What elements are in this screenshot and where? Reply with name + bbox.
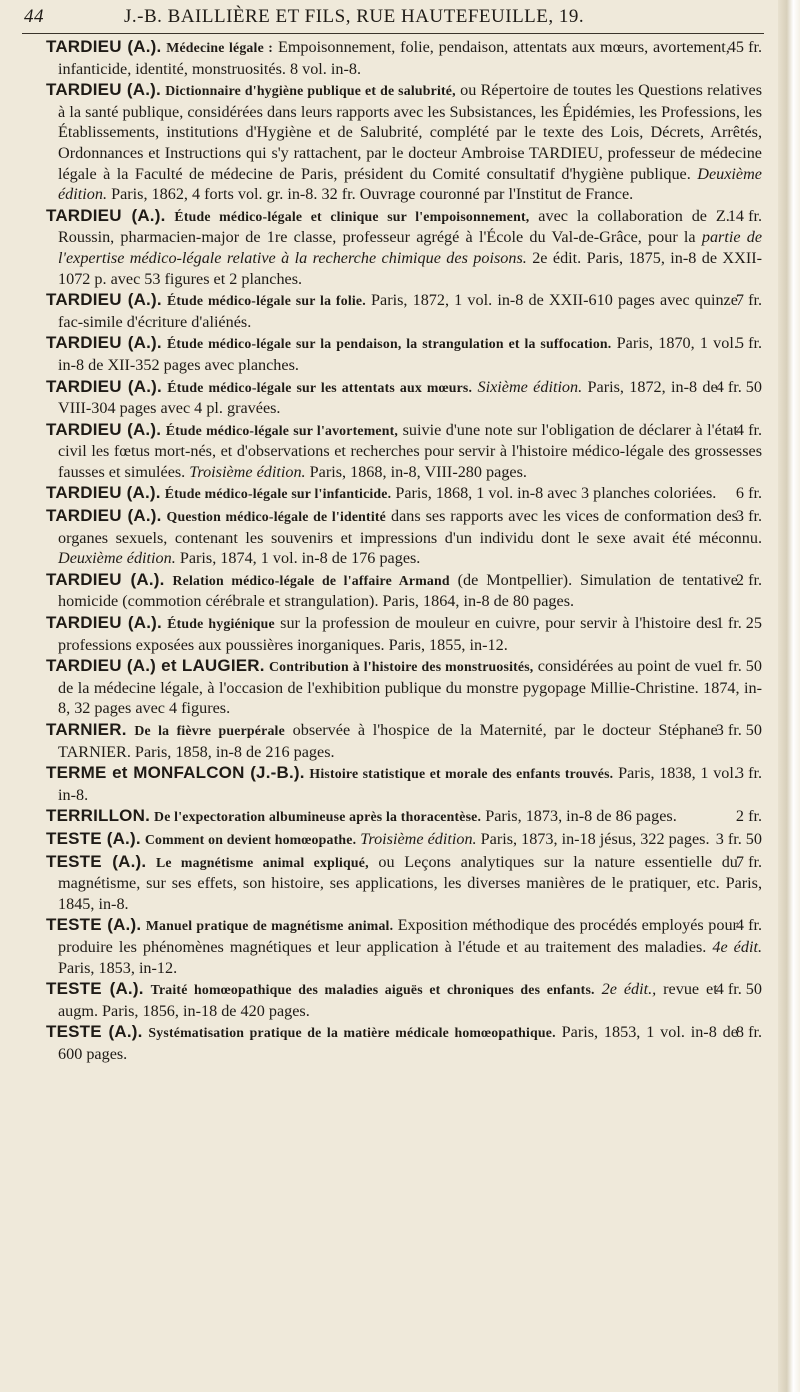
entry-tail: Paris, 1853, in-12.	[58, 958, 178, 977]
entry-tail: Paris, 1862, 4 forts vol. gr. in-8. 32 fr. Ouvrage couronné par l'Institut de France.	[111, 185, 634, 204]
entry-price: 6 fr.	[735, 484, 762, 503]
entry-price: 14 fr.	[727, 206, 762, 225]
catalogue-entry	[46, 290, 762, 332]
entry-author: TARDIEU (A.).	[46, 376, 162, 396]
entry-text: suivie d'une note sur l'obligation de déclarer à l'état civil les fœtus mort-nés, et d'observations et recherches pour servir à l'histoire médico-légale des grossesses fausses et simulées.	[58, 420, 762, 481]
entry-tail: revue et augm. Paris, 1856, in-18 de 420 pages.	[58, 980, 718, 1020]
entry-title: Étude médico-légale sur l'avortement,	[165, 422, 399, 438]
entry-title: Question médico-légale de l'identité	[166, 509, 387, 525]
entry-author: TARDIEU (A.).	[46, 80, 161, 100]
page-number: 44	[24, 6, 44, 27]
entry-title: Manuel pratique de magnétisme animal.	[145, 918, 394, 934]
entry-title: Étude médico-légale sur la pendaison, la strangulation et la suffocation.	[167, 336, 612, 352]
catalogue-entry	[46, 763, 762, 805]
catalogue-entry	[46, 1022, 762, 1064]
entry-price: 7 fr.	[735, 852, 762, 871]
entry-price: 5 fr.	[735, 334, 762, 353]
entry-price: 45 fr.	[727, 38, 762, 56]
entry-price: 4 fr.	[735, 420, 762, 439]
entry-author: TARNIER.	[46, 720, 127, 739]
entry-title: Dictionnaire d'hygiène publique et de salubrité,	[165, 83, 456, 99]
entry-author: TARDIEU (A.).	[46, 569, 165, 589]
entry-italic: 4e édit.	[712, 937, 762, 956]
catalogue-entry	[46, 206, 762, 289]
entry-tail: 2e édit. Paris, 1875, in-8 de XXII-1072 p. avec 53 figures et 2 planches.	[58, 248, 762, 288]
entry-italic: partie de l'expertise médico-légale relative à la recherche chimique des poisons.	[58, 228, 762, 267]
catalogue-entry	[46, 852, 762, 915]
entry-price: 7 fr.	[735, 291, 762, 310]
entry-text: observée à l'hospice de la Maternité, par le docteur Stéphane TARNIER. Paris, 1858, in-8 de 216 pages.	[58, 721, 718, 761]
entry-text: Empoisonnement, folie, pendaison, attentats aux mœurs, avortement, infanticide, identité, monstruosités. 8 vol. in-8.	[58, 38, 730, 78]
catalogue-list	[46, 36, 762, 1065]
entry-author: TESTE (A.).	[46, 851, 147, 871]
entry-text: (de Montpellier). Simulation de tentative homicide (commotion cérébrale et strangulation). Paris, 1864, in-8 de 80 pages.	[58, 570, 738, 611]
catalogue-entry	[46, 720, 762, 762]
catalogue-entry	[46, 829, 762, 851]
entry-author: TESTE (A.).	[46, 979, 144, 999]
entry-author: TERRILLON.	[46, 806, 150, 826]
catalogue-entry	[46, 570, 762, 612]
page-edge	[778, 0, 800, 1392]
entry-title: Histoire statistique et morale des enfants trouvés.	[309, 766, 614, 782]
entry-italic: 2e édit.,	[601, 980, 657, 999]
catalogue-entry	[46, 613, 762, 655]
catalogue-entry	[46, 80, 762, 205]
entry-price: 8 fr.	[735, 1023, 762, 1042]
entry-text: ou Leçons analytiques sur la nature essentielle du magnétisme, sur ses effets, son histoire, ses applications, les diverses manières de le pratiquer, etc. Paris, 1845, in-8.	[58, 852, 762, 913]
entry-price: 3 fr. 50	[715, 721, 762, 739]
entry-author: TESTE (A.).	[46, 915, 142, 935]
entry-author: TESTE (A.).	[46, 1022, 143, 1042]
entry-title: Contribution à l'histoire des monstruosités,	[269, 659, 534, 675]
entry-text: dans ses rapports avec les vices de conformation des organes sexuels, contenant les souvenirs et impressions d'un individu dont le sexe avait été méconnu.	[58, 507, 762, 547]
entry-title: Le magnétisme animal expliqué,	[155, 854, 369, 870]
catalogue-entry	[46, 333, 762, 375]
entry-text: Exposition méthodique des procédés employés pour produire les phénomènes magnétiques et leur application à l'étude et au traitement des maladies.	[58, 916, 738, 956]
entry-title: Comment on devient homœopathe.	[144, 831, 357, 847]
entry-italic: Deuxième édition.	[58, 164, 762, 204]
entry-author: TARDIEU (A.).	[46, 613, 162, 633]
entry-text: Paris, 1870, 1 vol. in-8 de XII-352 pages avec planches.	[58, 334, 738, 374]
entry-title: Relation médico-légale de l'affaire Armand	[172, 572, 450, 588]
entry-price: 4 fr.	[735, 916, 762, 935]
entry-title: Systématisation pratique de la matière médicale homœopathique.	[148, 1025, 556, 1041]
entry-text: Paris, 1873, in-8 de 86 pages.	[485, 807, 677, 826]
catalogue-entry	[46, 506, 762, 569]
catalogue-entry	[46, 420, 762, 483]
entry-title: De la fièvre puerpérale	[134, 723, 285, 738]
entry-text: Paris, 1838, 1 vol. in-8.	[58, 764, 738, 804]
entry-price: 3 fr.	[735, 507, 762, 526]
entry-italic: Deuxième édition.	[58, 549, 176, 568]
catalogue-entry	[46, 37, 762, 79]
entry-title: Étude hygiénique	[167, 616, 275, 632]
entry-price: 2 fr.	[735, 570, 762, 589]
entry-text: Paris, 1872, 1 vol. in-8 de XXII-610 pages avec quinze fac-simile d'écriture d'aliénés.	[58, 291, 738, 331]
entry-author: TARDIEU (A.).	[46, 333, 162, 353]
catalogue-entry	[46, 806, 762, 828]
entry-price: 3 fr. 50	[715, 829, 762, 848]
entry-author: TARDIEU (A.).	[46, 506, 162, 526]
entry-text: ou Répertoire de toutes les Questions relatives à la santé publique, considérées dans leurs rapports avec les Subsistances, les Épidémies, les Professions, les Établissements, institutions d'Hygiène et de Salubrité, complété par le texte des Lois, Décrets, Arrêtés, Ordonnances et Instructions qui s'y rattachent, par le docteur Ambroise TARDIEU, professeur de médecine légale à la Faculté de médecine de Paris, président du Comité consultatif d'hygiène publique.	[58, 81, 763, 183]
entry-italic: Sixième édition.	[477, 377, 583, 396]
catalogue-entry	[46, 483, 762, 505]
entry-title: Étude médico-légale sur l'infanticide.	[164, 486, 392, 502]
entry-title: Médecine légale :	[166, 40, 274, 55]
entry-author: TARDIEU (A.).	[46, 205, 166, 225]
entry-title: De l'expectoration albumineuse après la thoracentèse.	[154, 809, 482, 825]
page-header	[24, 4, 764, 32]
entry-text: Paris, 1868, 1 vol. in-8 avec 3 planches coloriées.	[395, 484, 717, 503]
entry-author: TARDIEU (A.) et LAUGIER.	[46, 656, 265, 676]
entry-author: TARDIEU (A.).	[46, 37, 162, 56]
entry-title: Étude médico-légale et clinique sur l'empoisonnement,	[174, 208, 530, 224]
entry-text: Paris, 1853, 1 vol. in-8 de 600 pages.	[58, 1023, 738, 1063]
entry-tail: Paris, 1874, 1 vol. in-8 de 176 pages.	[179, 549, 421, 568]
catalogue-entry	[46, 979, 762, 1021]
entry-title: Traité homœopathique des maladies aiguës et chroniques des enfants.	[150, 982, 595, 998]
entry-italic: Troisième édition.	[189, 462, 306, 481]
catalogue-entry	[46, 377, 762, 419]
entry-tail: Paris, 1873, in-18 jésus, 322 pages.	[480, 829, 710, 848]
publisher-line: J.-B. BAILLIÈRE ET FILS, RUE HAUTEFEUILLE, 19.	[124, 6, 585, 27]
catalogue-entry	[46, 656, 762, 719]
entry-text: sur la profession de mouleur en cuivre, pour servir à l'histoire des professions exposées aux poussières inorganiques. Paris, 1855, in-12.	[58, 614, 718, 654]
header-rule	[22, 33, 764, 34]
entry-title: Étude médico-légale sur la folie.	[166, 293, 366, 309]
entry-price: 4 fr. 50	[715, 377, 762, 396]
entry-author: TARDIEU (A.).	[46, 419, 162, 439]
catalogue-entry	[46, 915, 762, 978]
entry-author: TESTE (A.).	[46, 828, 141, 848]
entry-author: TARDIEU (A.).	[46, 290, 162, 310]
entry-italic: Troisième édition.	[360, 829, 477, 848]
entry-author: TERME et MONFALCON (J.-B.).	[46, 763, 305, 783]
entry-tail: Paris, 1868, in-8, VIII-280 pages.	[309, 462, 527, 481]
entry-text: avec la collaboration de Z. Roussin, pharmacien-major de 1re classe, professeur agrégé à l'École du Val-de-Grâce, pour la	[58, 206, 730, 247]
entry-price: 1 fr. 50	[715, 657, 762, 676]
entry-title: Étude médico-légale sur les attentats aux mœurs.	[167, 379, 473, 395]
entry-price: 4 fr. 50	[715, 980, 762, 999]
entry-text: considérées au point de vue de la médecine légale, à l'occasion de l'exhibition publique du monstre pygopage Millie-Christine. 1874, in-8, 32 pages avec 4 figures.	[58, 657, 762, 718]
entry-tail: Paris, 1872, in-8 de VIII-304 pages avec 4 pl. gravées.	[58, 377, 718, 418]
entry-price: 1 fr. 25	[715, 614, 762, 633]
entry-author: TARDIEU (A.).	[46, 483, 161, 503]
entry-price: 3 fr.	[735, 764, 762, 783]
entry-price: 2 fr.	[735, 807, 762, 826]
